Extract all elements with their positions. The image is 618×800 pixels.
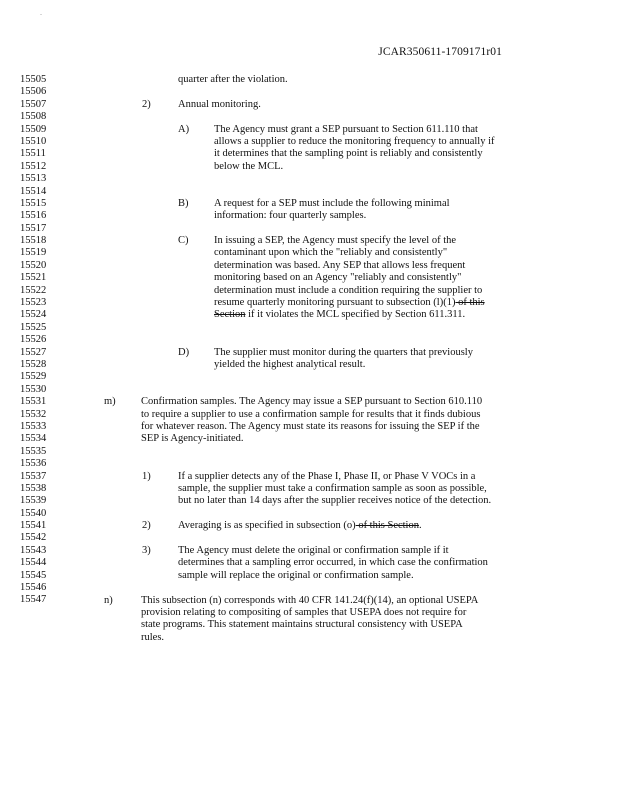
line-number: 15542 (20, 532, 47, 544)
text-line: contaminant upon which the "reliably and consistently" (214, 247, 448, 259)
text-line: determination must include a condition requiring the supplier to (214, 284, 483, 296)
line-number: 15509 (20, 123, 47, 135)
line-number: 15531 (20, 396, 47, 408)
line-number: 15535 (20, 445, 47, 457)
deleted-text: Section (214, 309, 246, 321)
line-number: 15528 (20, 358, 47, 370)
line-number: 15534 (20, 433, 47, 445)
line-number: 15512 (20, 160, 47, 172)
line-number: 15525 (20, 321, 47, 333)
text-line: but no later than 14 days after the supplier receives notice of the detection. (178, 495, 492, 507)
line-number: 15506 (20, 86, 47, 98)
line-number: 15530 (20, 383, 47, 395)
line-number: 15510 (20, 135, 47, 147)
text-line: SEP is Agency-initiated. (141, 433, 244, 445)
line-number: 15507 (20, 98, 47, 110)
line-number: 15505 (20, 74, 47, 85)
text-line: state programs. This statement maintains structural consistency with USEPA (141, 619, 463, 631)
text-line: determination was based. Any SEP that allows less frequent (214, 259, 466, 271)
subitem-d-text (214, 347, 473, 372)
document-id: JCAR350611-1709171r01 (378, 46, 502, 58)
item-label: 2) (142, 520, 151, 532)
text-line: allows a supplier to reduce the monitoring frequency to annually if (214, 136, 495, 147)
subitem-label: C) (178, 235, 189, 246)
text-segment: resume quarterly monitoring pursuant to subsection (l)(1) (214, 297, 456, 309)
item-m2-text (178, 520, 422, 532)
item-m3-text (178, 545, 488, 582)
text-segment: if it violates the MCL specified by Section 611.311. (245, 309, 466, 321)
line-number: 15536 (20, 458, 47, 470)
line-number: 15545 (20, 569, 47, 581)
line-number: 15540 (20, 507, 47, 519)
line-number: 15538 (20, 482, 47, 494)
scan-mark: . (40, 8, 42, 17)
deleted-text: of this (455, 297, 485, 309)
section-label: n) (104, 594, 113, 606)
text-line: sample, the supplier must take a confirmation sample as soon as possible, (178, 483, 487, 494)
subitem-label: B) (178, 197, 189, 209)
subitem-c-text (214, 235, 485, 322)
item-label: 2) (142, 98, 151, 110)
line-number: 15547 (20, 594, 47, 606)
subitem-label: D) (178, 346, 190, 358)
line-number: 15529 (20, 371, 47, 383)
line-number: 15539 (20, 495, 47, 507)
text-line: yielded the highest analytical result. (214, 359, 366, 370)
subitem-b-text (214, 198, 450, 223)
item-m1-text (178, 471, 491, 508)
subitem-a-text (214, 124, 495, 174)
line-number: 15522 (20, 284, 47, 296)
text-line: to require a supplier to use a confirmation sample for results that it finds dubious (141, 408, 481, 420)
item-heading: Annual monitoring. (178, 98, 261, 110)
text-line: A request for a SEP must include the following minimal (214, 197, 450, 209)
text-line: determines that a sampling error occurred, in which case the confirmation (178, 557, 488, 569)
text-line: for whatever reason. The Agency must state its reasons for issuing the SEP if the (141, 421, 480, 432)
text-line: below the MCL. (214, 160, 284, 172)
line-number: 15508 (20, 111, 47, 123)
subitem-label: A) (178, 123, 190, 135)
text-line: This subsection (n) corresponds with 40 CFR 141.24(f)(14), an optional USEPA (141, 594, 479, 606)
text-line: provision relating to compositing of samples that USEPA does not require for (141, 607, 467, 618)
text-line (214, 297, 485, 309)
line-number: 15546 (20, 582, 47, 594)
text-line: In issuing a SEP, the Agency must specify the level of the (214, 235, 457, 246)
line-number: 15521 (20, 272, 47, 284)
line-number: 15543 (20, 544, 47, 556)
line-number: 15511 (20, 148, 46, 160)
continuation-text: quarter after the violation. (178, 74, 288, 85)
text-segment: . (418, 520, 422, 532)
line-number: 15537 (20, 470, 47, 482)
text-line: The Agency must delete the original or confirmation sample if it (178, 545, 449, 556)
text-line: monitoring based on an Agency "reliably and consistently" (214, 272, 462, 284)
line-number: 15517 (20, 222, 47, 234)
item-label: 1) (142, 470, 151, 482)
section-label: m) (104, 396, 116, 408)
text-line: it determines that the sampling point is reliably and consistently (214, 148, 483, 160)
line-number: 15518 (20, 235, 47, 247)
line-number: 15524 (20, 309, 47, 321)
line-number: 15533 (20, 420, 47, 432)
line-number: 15513 (20, 173, 47, 185)
line-number: 15520 (20, 259, 47, 271)
line-number: 15514 (20, 185, 47, 197)
line-number: 15544 (20, 557, 47, 569)
line-number: 15516 (20, 210, 47, 222)
text-line: The supplier must monitor during the quarters that previously (214, 346, 473, 358)
line-number: 15523 (20, 297, 47, 309)
item-label: 3) (142, 545, 151, 556)
text-line: sample will replace the original or confirmation sample. (178, 569, 414, 581)
text-line: The Agency must grant a SEP pursuant to Section 611.110 that (214, 123, 478, 135)
line-number: 15515 (20, 197, 47, 209)
text-line: Confirmation samples. The Agency may issue a SEP pursuant to Section 610.110 (141, 396, 483, 408)
line-number: 15519 (20, 247, 47, 259)
line-number: 15541 (20, 520, 47, 532)
text-line (214, 309, 485, 321)
text-segment: Averaging is as specified in subsection (o) (178, 520, 356, 532)
line-number: 15532 (20, 408, 47, 420)
line-number: 15527 (20, 346, 47, 358)
text-line: rules. (141, 631, 165, 643)
section-m-text (141, 396, 482, 446)
deleted-text: of this Section (355, 520, 419, 532)
line-number: 15526 (20, 334, 47, 346)
section-n-text (141, 595, 478, 645)
line-numbers (20, 74, 60, 607)
text-line: information: four quarterly samples. (214, 210, 367, 222)
text-line: If a supplier detects any of the Phase I, Phase II, or Phase V VOCs in a (178, 470, 476, 482)
